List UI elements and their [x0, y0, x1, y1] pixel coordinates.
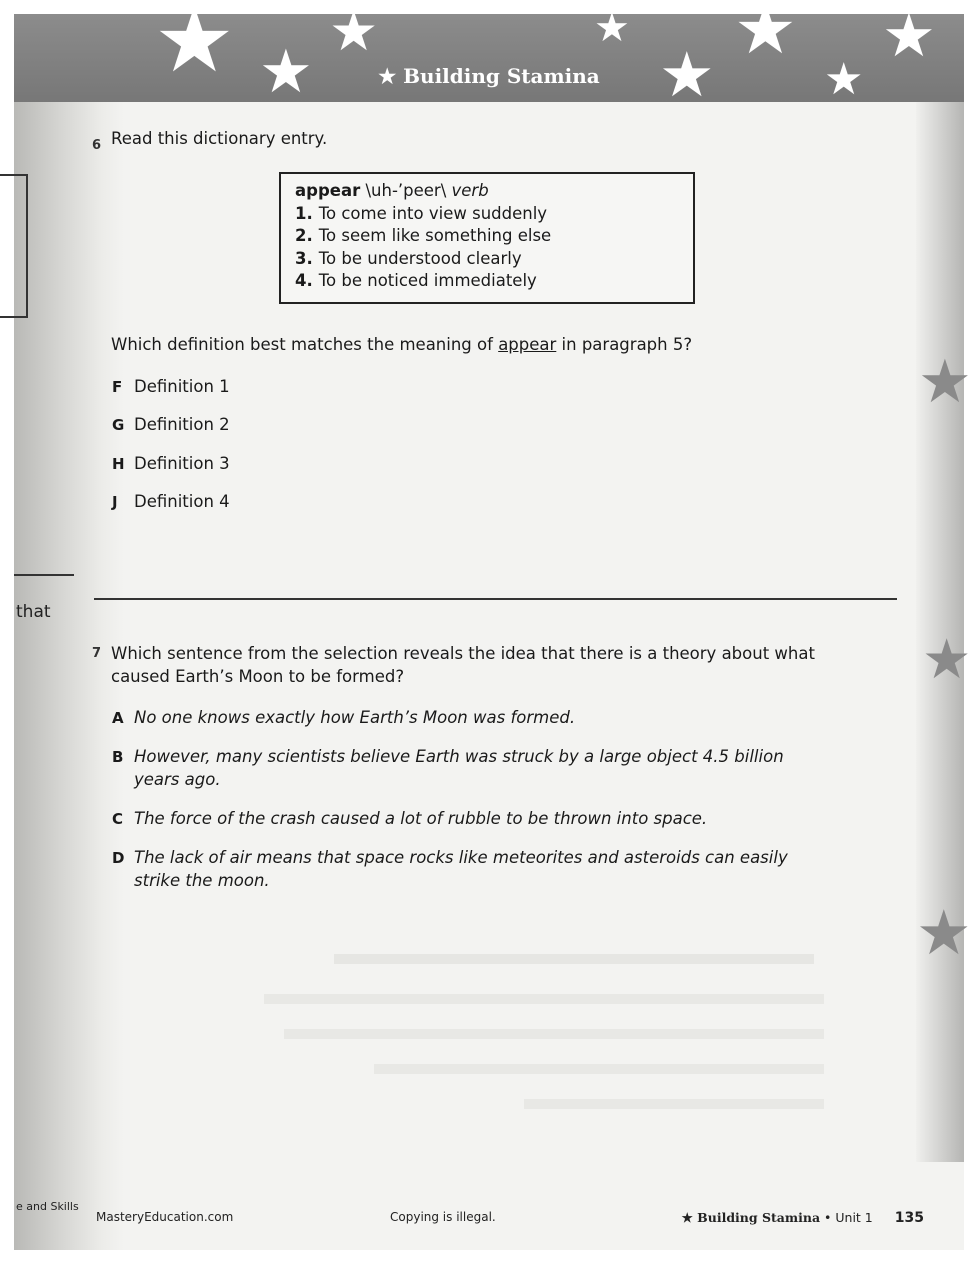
- choice-letter: J: [112, 493, 118, 511]
- reverse-page-bleed: [284, 1029, 824, 1039]
- definition-text: To be understood clearly: [318, 248, 522, 268]
- question-number: 6: [92, 138, 102, 153]
- choice-letter: F: [112, 378, 123, 396]
- star-icon: ★: [329, 0, 379, 63]
- choice-letter: H: [112, 455, 125, 473]
- answer-choice-f[interactable]: [112, 375, 230, 399]
- star-icon: ★: [734, 0, 797, 70]
- dictionary-entry-box: [279, 172, 695, 304]
- choice-letter: B: [112, 748, 124, 766]
- dictionary-definition: [295, 270, 679, 293]
- definition-text: To seem like something else: [318, 226, 552, 245]
- star-icon: ★: [154, 0, 235, 93]
- choice-line: The lack of air means that space rocks like meteorites and asteroids can easily: [134, 848, 788, 867]
- choice-line: However, many scientists believe Earth was struck by a large object 4.5 billion: [134, 747, 784, 766]
- dictionary-definition: [295, 203, 679, 226]
- footer-site: MasteryEducation.com: [96, 1210, 234, 1224]
- choice-text: The force of the crash caused a lot of rubble to be thrown into space.: [134, 809, 708, 828]
- answer-choice-a[interactable]: [112, 706, 575, 730]
- question-line: Which sentence from the selection reveals the idea that there is a theory about what: [111, 644, 815, 663]
- definition-number: 3.: [295, 248, 313, 268]
- definition-number: 1.: [295, 203, 313, 223]
- answer-choice-d[interactable]: [112, 846, 788, 892]
- choice-text: [134, 745, 784, 791]
- answer-choice-g[interactable]: [112, 413, 230, 437]
- previous-page-word: that: [16, 602, 51, 622]
- previous-page-footer: e and Skills: [16, 1200, 79, 1213]
- star-icon: ★: [659, 38, 715, 111]
- choice-text: Definition 4: [134, 492, 230, 511]
- question-text-end: in paragraph 5?: [556, 335, 693, 354]
- question-number: 7: [92, 646, 102, 661]
- workbook-page: [14, 0, 972, 1250]
- question-text: [111, 642, 815, 688]
- answer-choice-b[interactable]: [112, 745, 784, 791]
- question-text-start: Which definition best matches the meaning of: [111, 335, 499, 354]
- star-icon: ★: [916, 896, 972, 969]
- choice-text: Definition 3: [134, 454, 230, 473]
- definition-number: 2.: [295, 226, 313, 245]
- dictionary-entry-header: [295, 180, 679, 203]
- choice-letter: C: [112, 810, 124, 828]
- section-divider: [94, 598, 897, 600]
- pronunciation: \uh-’peer\: [365, 181, 447, 200]
- headword: appear: [295, 181, 361, 200]
- question-text: [111, 333, 692, 356]
- choice-text: Definition 1: [134, 377, 230, 396]
- definition-number: 4.: [295, 271, 313, 290]
- dictionary-definition: [295, 225, 679, 248]
- banner-title: ★ Building Stamina: [378, 64, 600, 88]
- star-icon: ★: [824, 54, 864, 105]
- choice-text: No one knows exactly how Earth’s Moon was formed.: [134, 708, 576, 727]
- footer-series: [682, 1210, 924, 1226]
- definition-text: To be noticed immediately: [318, 271, 537, 290]
- question-line: caused Earth’s Moon to be formed?: [111, 667, 405, 686]
- answer-choice-h[interactable]: [112, 452, 230, 476]
- answer-choice-c[interactable]: [112, 807, 707, 831]
- reverse-page-bleed: [264, 994, 824, 1004]
- reverse-page-bleed: [524, 1099, 824, 1109]
- series-title: ★ Building Stamina: [681, 1210, 821, 1225]
- star-icon: ★: [594, 5, 630, 51]
- star-icon: ★: [882, 1, 936, 71]
- definition-text: To come into view suddenly: [318, 203, 548, 223]
- star-icon: ★: [922, 627, 972, 691]
- reverse-page-bleed: [374, 1064, 824, 1074]
- choice-line: years ago.: [134, 770, 221, 789]
- dictionary-definition: [295, 248, 679, 271]
- choice-letter: D: [112, 849, 125, 867]
- reverse-page-bleed: [334, 954, 814, 964]
- footer-notice: Copying is illegal.: [390, 1210, 496, 1224]
- answer-choice-j[interactable]: [112, 490, 230, 514]
- target-word: appear: [498, 335, 557, 354]
- star-icon: ★: [918, 347, 972, 417]
- part-of-speech: verb: [451, 181, 489, 200]
- question-prompt: Read this dictionary entry.: [111, 129, 328, 148]
- star-icon: ★: [259, 37, 313, 107]
- unit-label: • Unit 1: [820, 1210, 873, 1225]
- choice-letter: A: [112, 709, 124, 727]
- page-content: [14, 14, 964, 1250]
- choice-text: [134, 846, 788, 892]
- choice-text: Definition 2: [134, 415, 230, 434]
- choice-letter: G: [112, 416, 125, 434]
- page-number: 135: [894, 1210, 924, 1226]
- choice-line: strike the moon.: [134, 871, 270, 890]
